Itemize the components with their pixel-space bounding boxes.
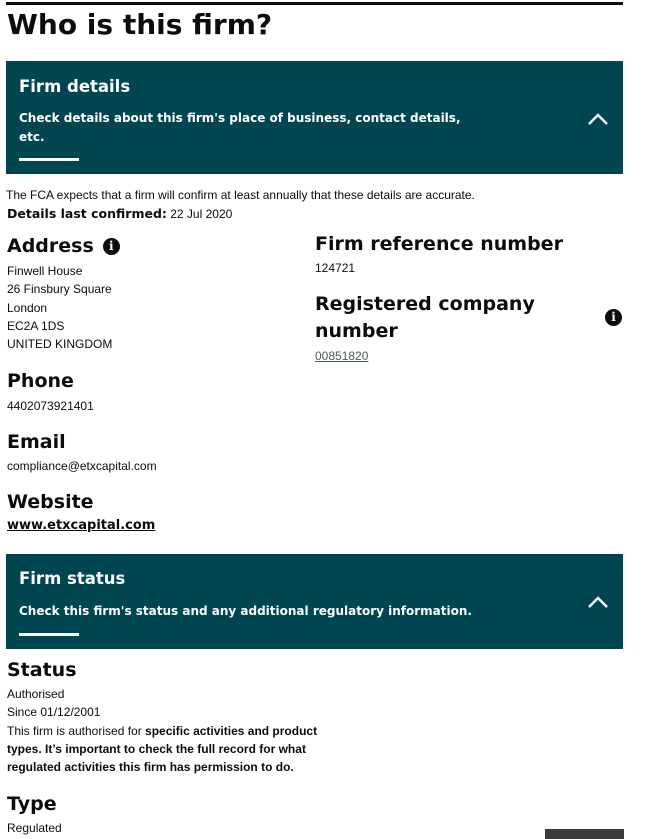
- address-line: London: [7, 300, 48, 315]
- type-value: Regulated: [7, 821, 62, 835]
- panel-underline: [19, 158, 79, 161]
- company-number-link[interactable]: 00851820: [315, 349, 369, 363]
- address-line: UNITED KINGDOM: [7, 337, 113, 352]
- status-note-line2: types. It’s important to check the full record for what: [7, 741, 306, 756]
- firm-status-description: Check this firm's status and any additional regulatory information.: [19, 604, 472, 618]
- email-heading: Email: [7, 431, 66, 453]
- chevron-up-icon[interactable]: [587, 112, 609, 126]
- chevron-up-icon[interactable]: [587, 595, 609, 609]
- info-icon[interactable]: i: [103, 238, 120, 255]
- firm-details-description-line1: Check details about this firm's place of business, contact details,: [19, 111, 461, 125]
- frn-heading: Firm reference number: [315, 233, 563, 255]
- panel-underline: [19, 633, 79, 636]
- scroll-to-top-button[interactable]: [545, 829, 624, 839]
- status-heading: Status: [7, 659, 77, 681]
- address-line: EC2A 1DS: [7, 318, 65, 333]
- type-heading: Type: [7, 793, 57, 815]
- last-confirmed-label: Details last confirmed:: [7, 206, 167, 221]
- address-heading: Address: [7, 235, 94, 257]
- firm-details-panel[interactable]: [6, 61, 623, 174]
- firm-details-description-line2: etc.: [19, 130, 45, 144]
- status-note-line3: regulated activities this firm has permission to do.: [7, 760, 294, 775]
- firm-details-title: Firm details: [19, 77, 131, 96]
- address-line: Finwell House: [7, 264, 83, 278]
- confirmation-note: The FCA expects that a firm will confirm at least annually that these details are accurate.: [6, 188, 475, 202]
- details-last-confirmed: [7, 205, 232, 223]
- address-lines: [7, 262, 112, 353]
- website-link[interactable]: www.etxcapital.com: [7, 518, 156, 533]
- frn-value: 124721: [315, 261, 356, 275]
- address-heading-row: [7, 233, 120, 259]
- status-value: Authorised: [7, 687, 65, 701]
- info-icon[interactable]: i: [605, 309, 622, 326]
- firm-status-panel[interactable]: [6, 554, 623, 649]
- last-confirmed-date: 22 Jul 2020: [170, 207, 233, 221]
- company-number-heading-line2: number: [315, 320, 398, 342]
- status-note-line1: [7, 722, 327, 740]
- company-number-heading-line1: Registered company: [315, 293, 535, 315]
- website-heading: Website: [7, 491, 94, 513]
- status-details: [7, 685, 327, 776]
- firm-status-title: Firm status: [19, 569, 126, 588]
- top-rule: [6, 2, 623, 5]
- status-note-bold: specific activities and product: [145, 723, 318, 738]
- phone-heading: Phone: [7, 370, 74, 392]
- address-line: 26 Finsbury Square: [7, 282, 112, 297]
- email-value: compliance@etxcapital.com: [7, 459, 157, 473]
- page-title: Who is this firm?: [7, 8, 273, 41]
- phone-value: 4402073921401: [7, 399, 94, 413]
- status-since: Since 01/12/2001: [7, 705, 101, 720]
- status-note-plain: This firm is authorised for: [7, 723, 146, 738]
